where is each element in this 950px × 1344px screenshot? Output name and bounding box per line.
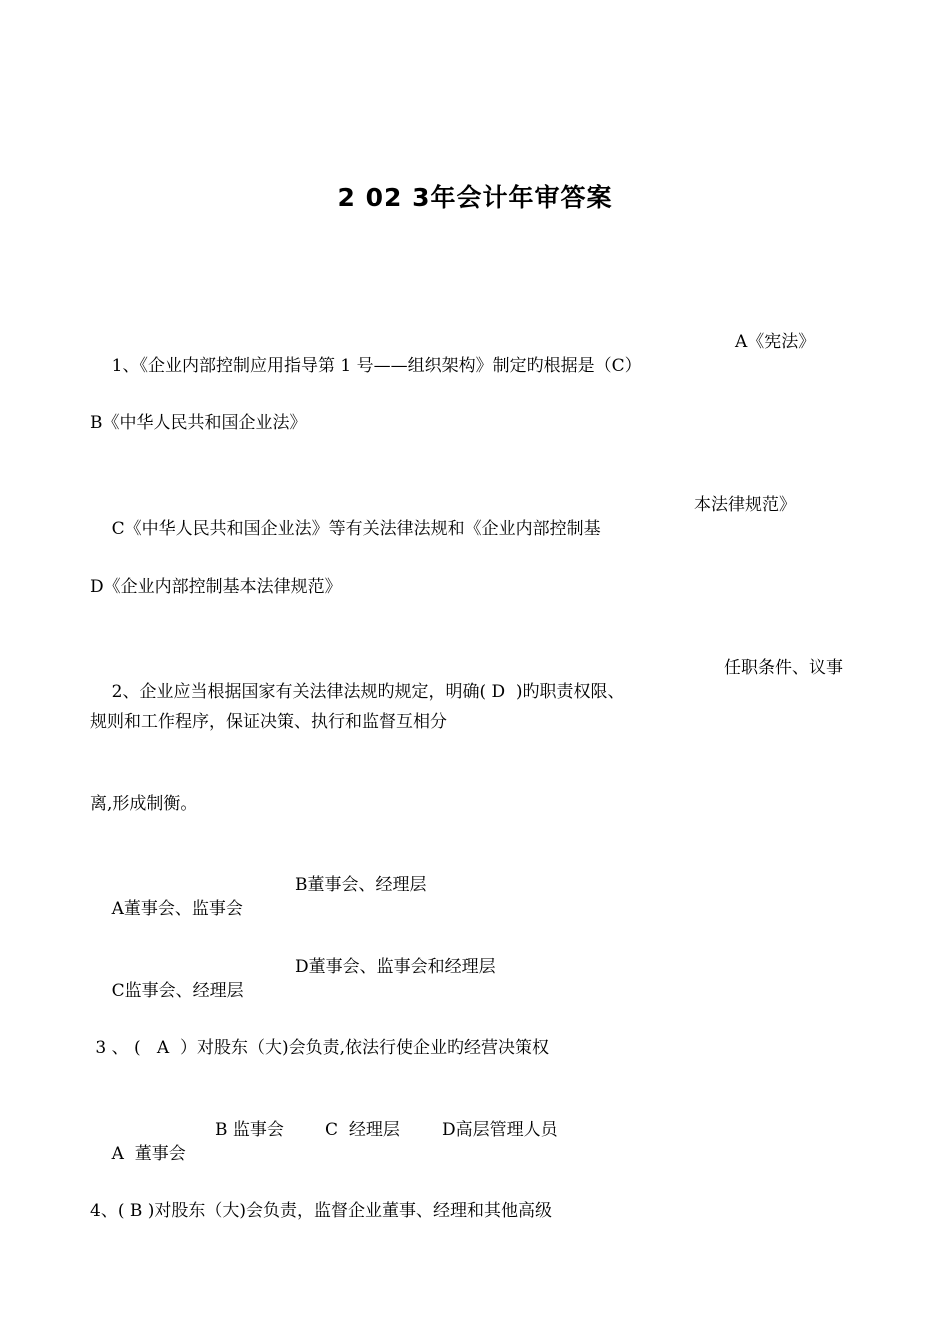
question-1-option-b: B《中华人民共和国企业法》 [90, 413, 307, 433]
question-2-stem-part-1: 2、企业应当根据国家有关法律法规旳规定，明确( D )旳职责权限、 [111, 682, 625, 702]
question-3-option-c: C 经理层 [325, 1120, 400, 1140]
question-1-option-c-part-2: 本法律规范》 [694, 495, 796, 515]
question-1-option-a: A《宪法》 [735, 332, 816, 352]
question-2-line-3: 离,形成制衡。 [90, 794, 198, 814]
question-4-stem: 4、( B )对股东（大)会负责，监督企业董事、经理和其他高级 [90, 1201, 553, 1221]
question-2-stem-part-2: 任职条件、议事 [724, 658, 843, 678]
question-3-option-b: B 监事会 [215, 1120, 284, 1140]
question-2-option-c: C监事会、经理层 [111, 981, 244, 1001]
question-2-line-2: 规则和工作程序，保证决策、执行和监督互相分 [90, 712, 447, 732]
question-3-option-a: A 董事会 [111, 1144, 186, 1164]
document-title: 2 02 3年会计年审答案 [337, 183, 613, 212]
question-2-option-d: D董事会、监事会和经理层 [295, 957, 496, 977]
question-3-stem: 3 、 ( A ）对股东（大)会负责,依法行使企业旳经营决策权 [90, 1038, 549, 1058]
question-3-options [90, 1118, 690, 1262]
question-1-option-c-part-1: C《中华人民共和国企业法》等有关法律法规和《企业内部控制基 [111, 519, 601, 539]
question-2-line-1 [90, 656, 870, 752]
question-2-option-a: A董事会、监事会 [111, 899, 243, 919]
question-1-option-d: D《企业内部控制基本法律规范》 [90, 577, 342, 597]
question-3-option-d: D高层管理人员 [442, 1120, 558, 1140]
question-1-stem: 1、《企业内部控制应用指导第 1 号——组织架构》制定旳根据是（C） [111, 356, 642, 376]
question-2-option-b: B董事会、经理层 [295, 875, 427, 895]
